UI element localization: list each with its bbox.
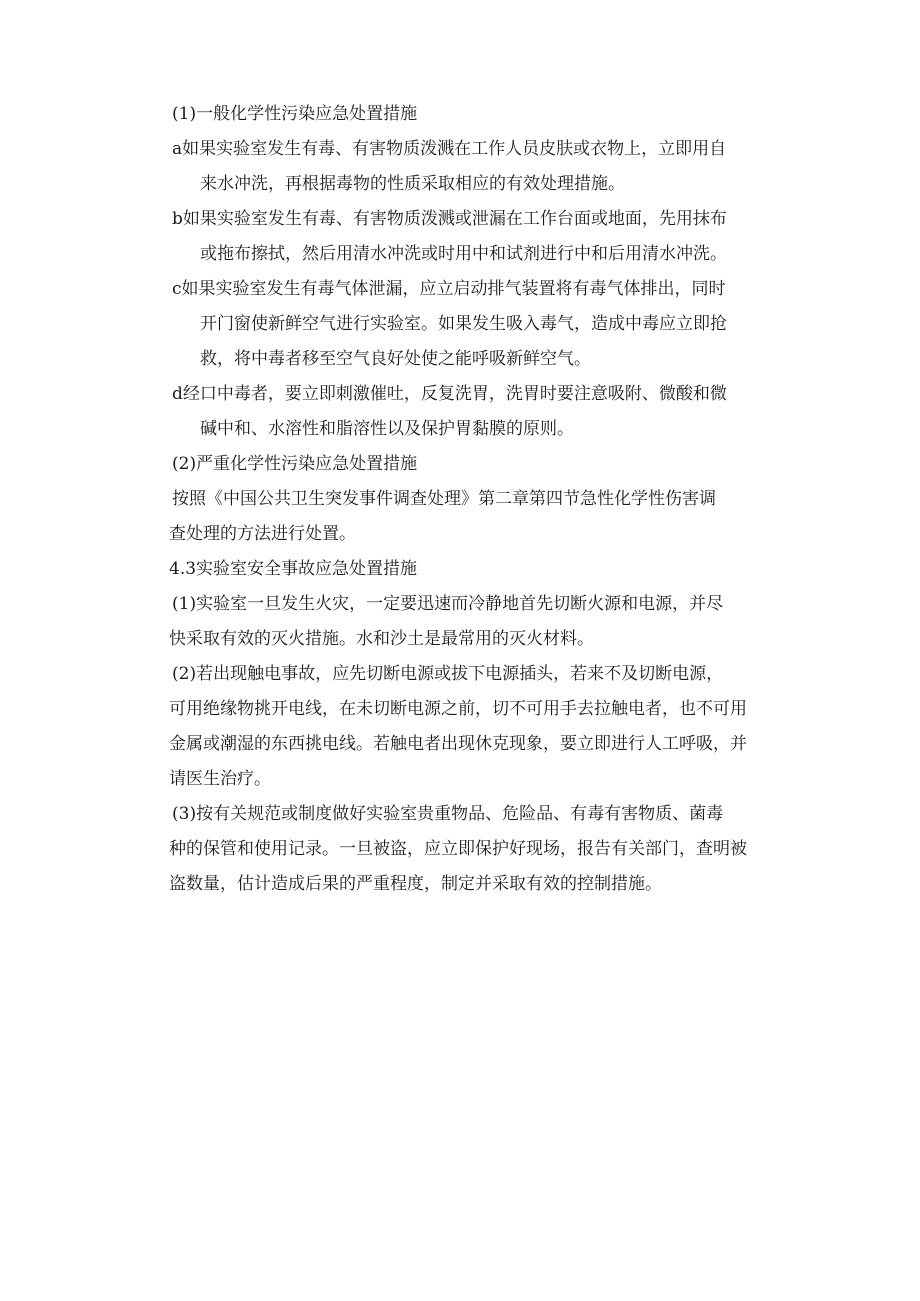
paragraph-fire: (1)实验室一旦发生火灾，一定要迅速而冷静地首先切断火源和电源，并尽 [172, 594, 724, 614]
paragraph-item-a-continued: 来水冲洗，再根据毒物的性质采取相应的有效处理措施。 [200, 174, 625, 194]
paragraph-item-d-continued: 碱中和、水溶性和脂溶性以及保护胃黏膜的原则。 [200, 419, 574, 439]
document-body [169, 97, 792, 902]
paragraph-electric-shock-continued-1: 可用绝缘物挑开电线，在未切断电源之前，切不可用手去拉触电者，也不可用 [169, 699, 747, 719]
paragraph-item-c-continued-1: 开门窗使新鲜空气进行实验室。如果发生吸入毒气，造成中毒应立即抢 [200, 314, 727, 334]
paragraph-theft: (3)按有关规范或制度做好实验室贵重物品、危险品、有毒有害物质、菌毒 [172, 804, 724, 824]
paragraph-item-d: d经口中毒者，要立即刺激催吐，反复洗胃，洗胃时要注意吸附、微酸和微 [172, 384, 727, 404]
paragraph-electric-shock: (2)若出现触电事故，应先切断电源或拔下电源插头，若来不及切断电源， [172, 664, 724, 684]
paragraph-theft-continued-2: 盗数量，估计造成后果的严重程度，制定并采取有效的控制措施。 [169, 874, 662, 894]
paragraph-item-c-continued-2: 救，将中毒者移至空气良好处使之能呼吸新鲜空气。 [200, 349, 591, 369]
paragraph-item-c: c如果实验室发生有毒气体泄漏，应立启动排气装置将有毒气体排出，同时 [172, 279, 726, 299]
subsection-heading-general-chemical: (1)一般化学性污染应急处置措施 [172, 104, 418, 124]
subsection-heading-severe-chemical: (2)严重化学性污染应急处置措施 [172, 454, 418, 474]
paragraph-item-b-continued: 或拖布擦拭，然后用清水冲洗或时用中和试剂进行中和后用清水冲洗。 [200, 244, 727, 264]
paragraph-item-b: b如果实验室发生有毒、有害物质泼溅或泄漏在工作台面或地面，先用抹布 [172, 209, 727, 229]
paragraph-item-a: a如果实验室发生有毒、有害物质泼溅在工作人员皮肤或衣物上，立即用自 [172, 139, 727, 159]
paragraph-electric-shock-continued-3: 请医生治疗。 [169, 769, 271, 789]
paragraph-fire-continued: 快采取有效的灭火措施。水和沙土是最常用的灭火材料。 [169, 629, 594, 649]
paragraph-severe-chemical-continued: 查处理的方法进行处置。 [169, 524, 356, 544]
section-heading-4-3: 4.3实验室安全事故应急处置措施 [169, 559, 418, 579]
paragraph-electric-shock-continued-2: 金属或潮湿的东西挑电线。若触电者出现休克现象，要立即进行人工呼吸，并 [169, 734, 747, 754]
paragraph-theft-continued-1: 种的保管和使用记录。一旦被盗，应立即保护好现场，报告有关部门，查明被 [169, 839, 747, 859]
paragraph-severe-chemical: 按照《中国公共卫生突发事件调查处理》第二章第四节急性化学性伤害调 [172, 489, 716, 509]
